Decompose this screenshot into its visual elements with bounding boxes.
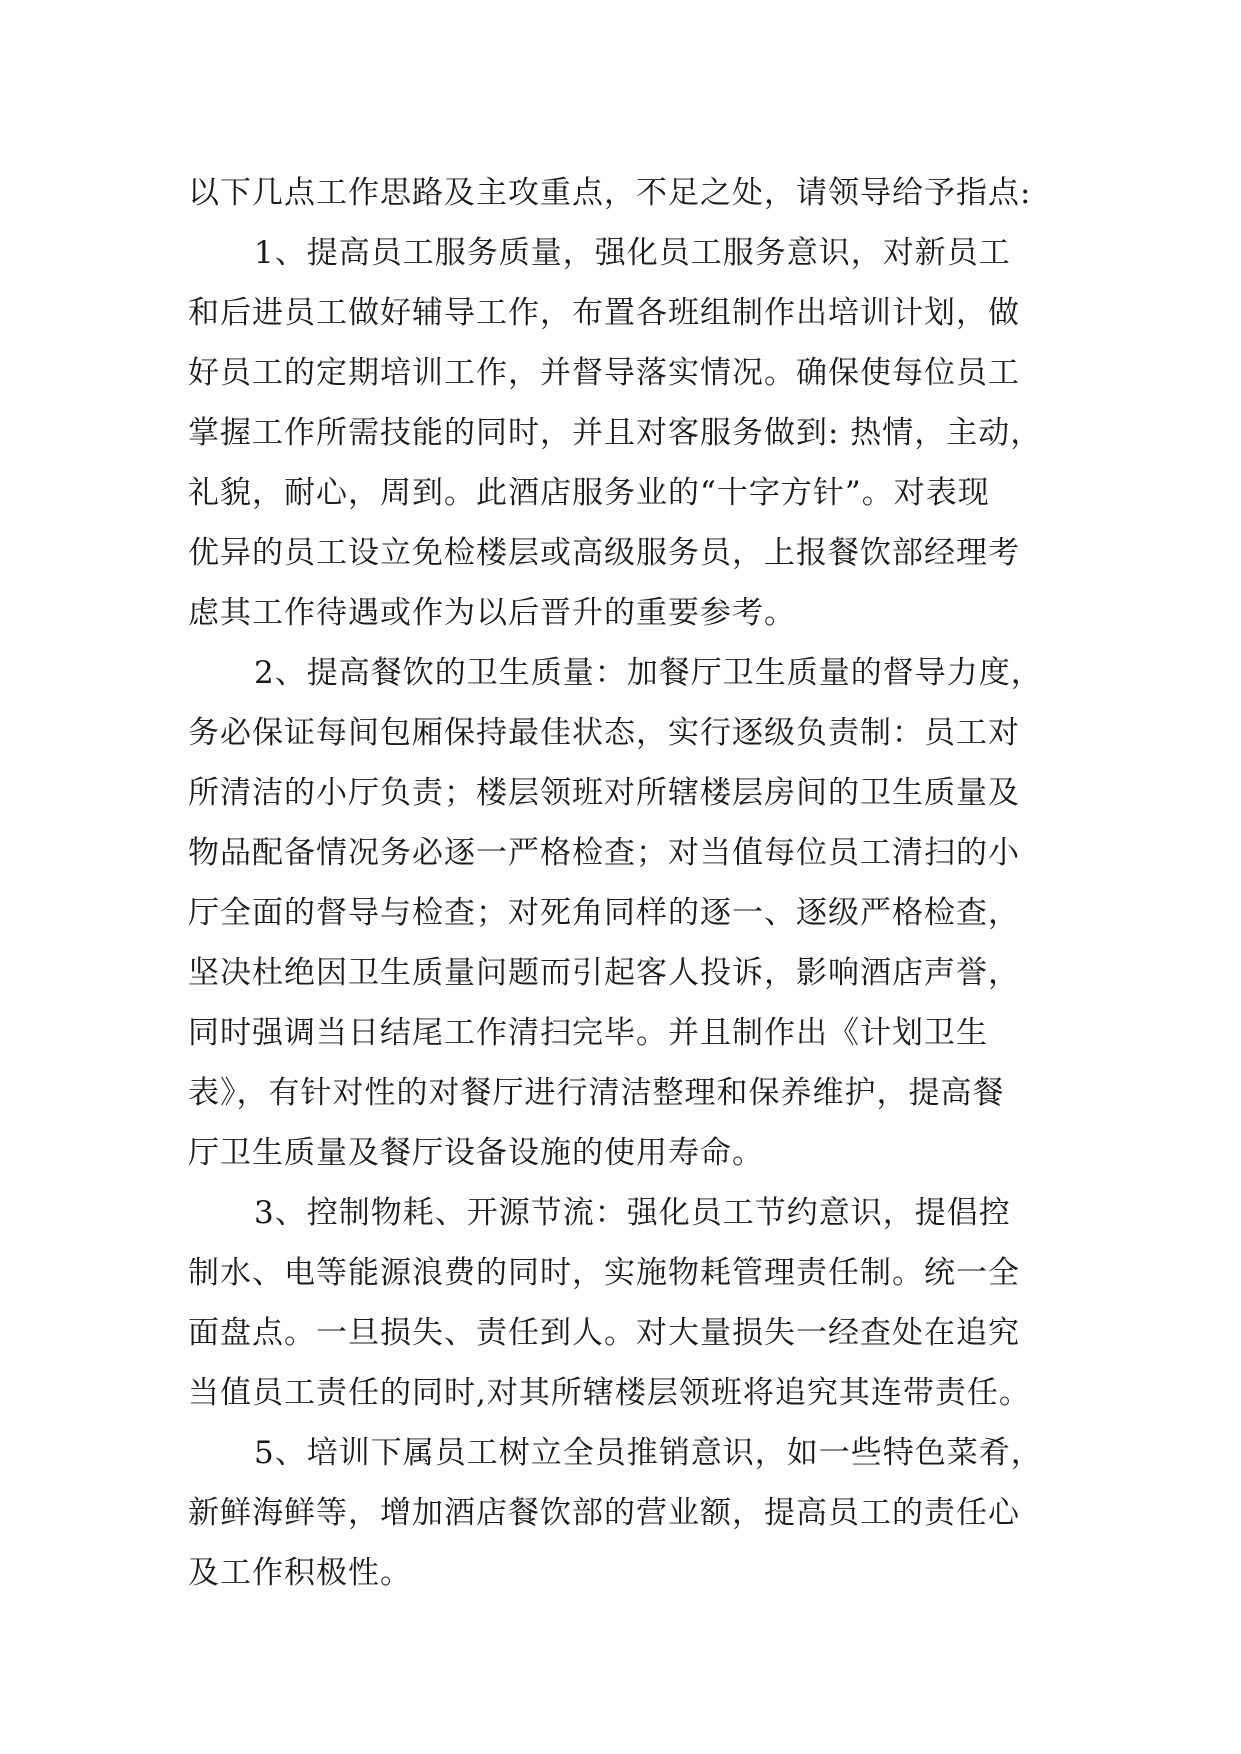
text-line: 掌握工作所需技能的同时，并且对客服务做到: 热情，主动， [188,415,1043,451]
text-line: 制水、电等能源浪费的同时，实施物耗管理责任制。统一全 [188,1255,1020,1291]
text-line: 厅卫生质量及餐厅设备设施的使用寿命。 [188,1135,764,1171]
item-3-paragraph [188,1183,1050,1423]
text-line: 坚决杜绝因卫生质量问题而引起客人投诉，影响酒店声誉， [188,955,1020,991]
item-2-paragraph [188,643,1050,1183]
text-line: 虑其工作待遇或作为以后晋升的重要参考。 [188,595,796,631]
intro-paragraph [188,163,1050,223]
text-line: 新鲜海鲜等，增加酒店餐饮部的营业额，提高员工的责任心 [188,1495,1020,1531]
item-5-paragraph [188,1423,1050,1603]
text-line: 务必保证每间包厢保持最佳状态，实行逐级负责制：员工对 [188,715,1020,751]
text-line: 面盘点。一旦损失、责任到人。对大量损失一经查处在追究 [188,1315,1020,1351]
text-line: 表》，有针对性的对餐厅进行清洁整理和保养维护，提高餐 [188,1075,1005,1111]
text-line: 2、提高餐饮的卫生质量：加餐厅卫生质量的督导力度， [254,655,1043,691]
text-line: 5、培训下属员工树立全员推销意识，如一些特色菜肴， [254,1435,1043,1471]
text-line: 和后进员工做好辅导工作，布置各班组制作出培训计划，做 [188,295,1020,331]
document-page [188,163,1050,1603]
item-1-paragraph [188,223,1050,643]
text-line: 好员工的定期培训工作，并督导落实情况。确保使每位员工 [188,355,1020,391]
text-line: 3、控制物耗、开源节流：强化员工节约意识，提倡控 [254,1195,1011,1231]
text-line: 同时强调当日结尾工作清扫完毕。并且制作出《计划卫生 [188,1015,988,1051]
text-line: 所清洁的小厅负责；楼层领班对所辖楼层房间的卫生质量及 [188,775,1020,811]
text-line: 物品配备情况务必逐一严格检查；对当值每位员工清扫的小 [188,835,1020,871]
text-line: 厅全面的督导与检查；对死角同样的逐一、逐级严格检查， [188,895,1020,931]
text-line: 当值员工责任的同时,对其所辖楼层领班将追究其连带责任。 [188,1375,1031,1411]
text-line: 及工作积极性。 [188,1555,412,1591]
text-line: 以下几点工作思路及主攻重点，不足之处，请领导给予指点: [188,175,1032,211]
text-line: 优异的员工设立免检楼层或高级服务员，上报餐饮部经理考 [188,535,1020,571]
text-line: 礼貌，耐心，周到。此酒店服务业的“十字方针”。对表现 [188,475,990,511]
text-line: 1、提高员工服务质量，强化员工服务意识，对新员工 [254,235,1011,271]
